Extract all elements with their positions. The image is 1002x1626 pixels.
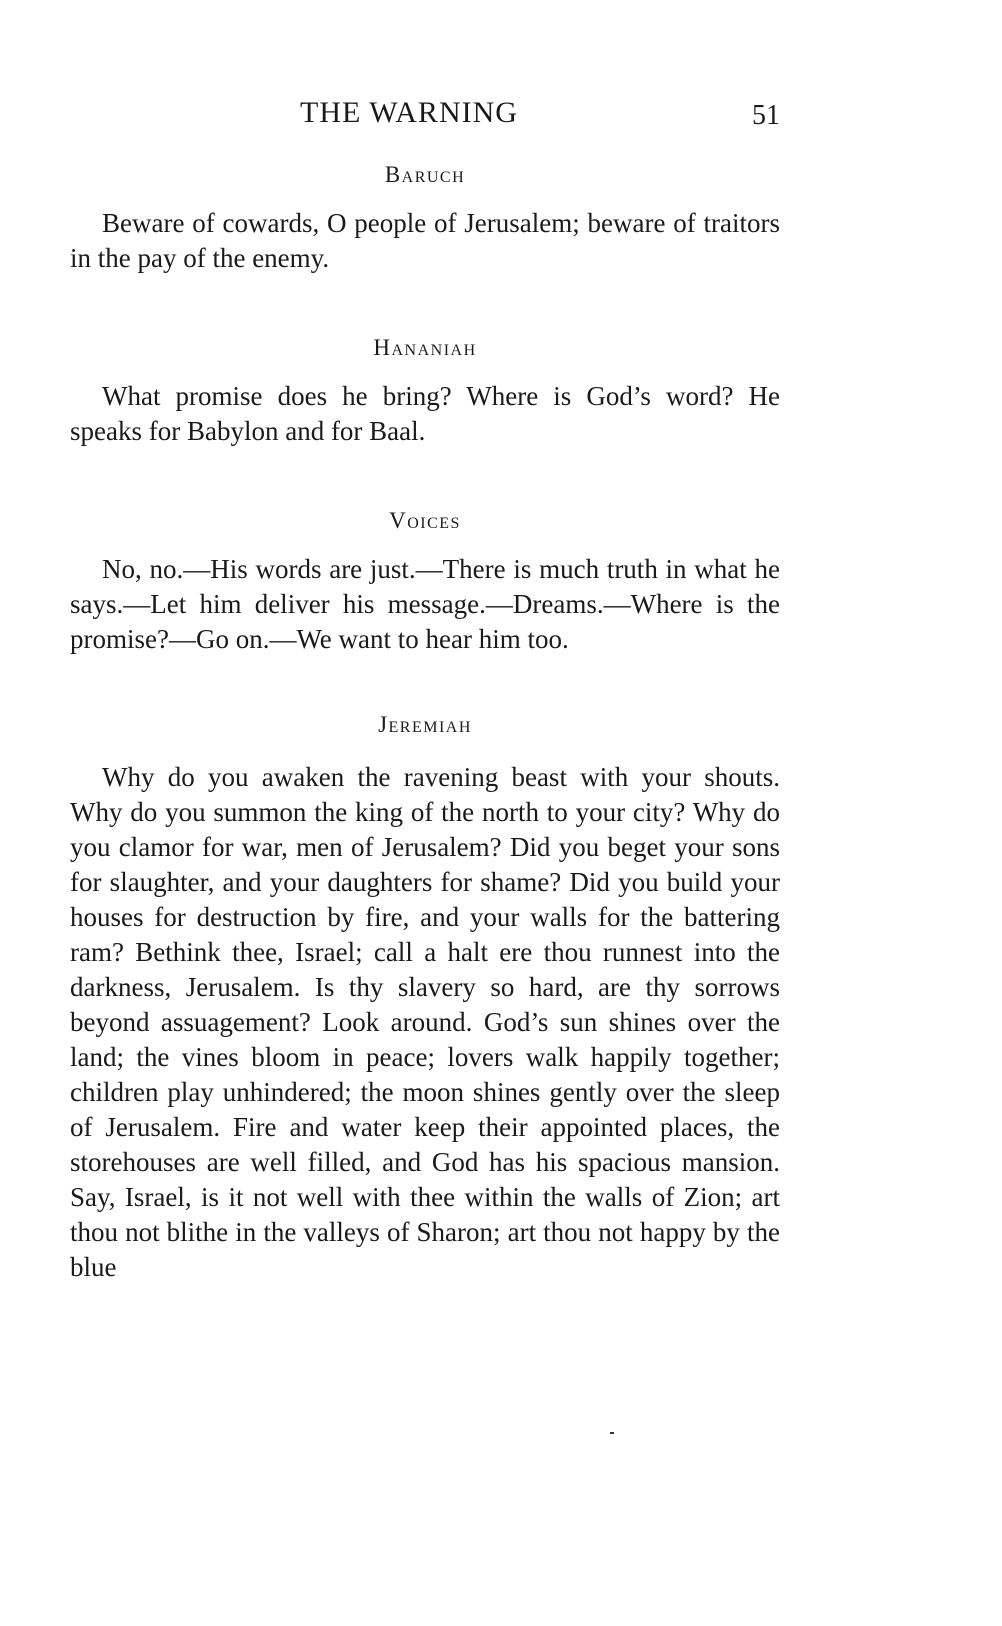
- page-number: 51: [752, 100, 780, 131]
- speaker-heading-jeremiah: Jeremiah: [378, 712, 472, 737]
- speech-voices: No, no.—His words are just.—There is much truth in what he says.—Let him deliver his message.—Dreams.—Where is the promise?—Go on.—We want to hear him too.: [70, 554, 780, 654]
- running-title: THE WARNING: [300, 96, 518, 129]
- speech-jeremiah: Why do you awaken the ravening beast with your shouts. Why do you summon the king of the north to your city? Why do you clamor for war, men of Jerusalem? Did you beget your sons for slaughter, and your daughters for shame? Did you build your houses for destruction by fire, and your walls for the battering ram? Bethink thee, Israel; call a halt ere thou runnest into the darkness, Jerusalem. Is thy slavery so hard, are thy sorrows beyond assuagement? Look around. God’s sun shines over the land; the vines bloom in peace; lovers walk happily together; children play unhindered; the moon shines gently over the sleep of Jerusalem. Fire and water keep their appointed places, the storehouses are well filled, and God has his spacious mansion. Say, Israel, is it not well with thee within the walls of Zion; art thou not blithe in the valleys of Sharon; art thou not happy by the blue: [70, 762, 780, 1282]
- speaker-heading-voices: Voices: [389, 508, 461, 533]
- page-header: [0, 96, 1002, 136]
- speaker-heading-baruch: Baruch: [384, 162, 466, 187]
- speaker-heading-hananiah: Hananiah: [373, 335, 477, 360]
- print-speck: [610, 1432, 614, 1434]
- speech-baruch: Beware of cowards, O people of Jerusalem; beware of traitors in the pay of the enemy.: [70, 208, 780, 273]
- speech-hananiah: What promise does he bring? Where is God’s word? He speaks for Babylon and for Baal.: [70, 381, 780, 446]
